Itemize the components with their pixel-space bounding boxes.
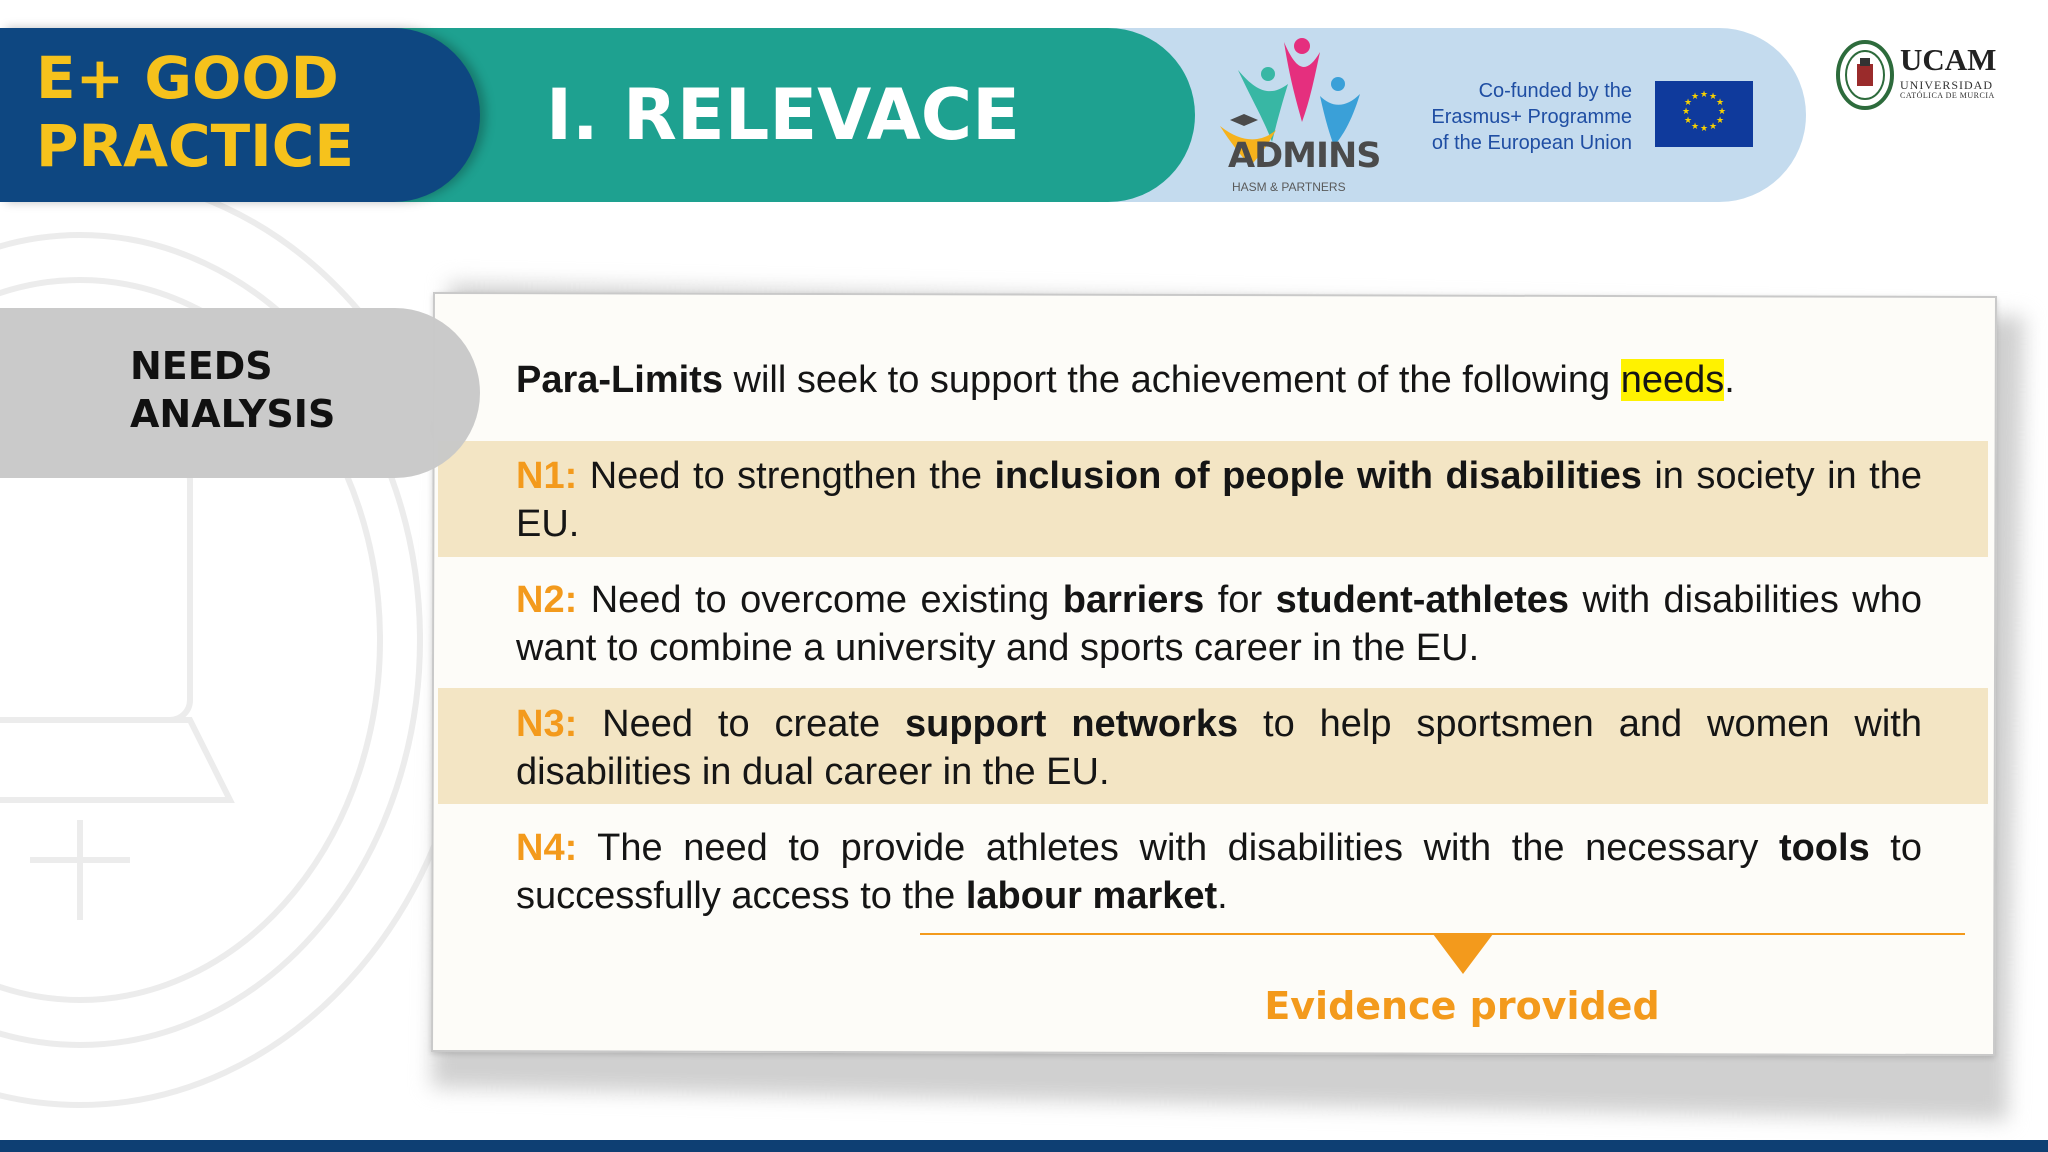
need-text: Need to strengthen the (577, 455, 995, 497)
project-name: Para-Limits (516, 359, 723, 401)
need-item-n1 (516, 452, 1922, 548)
need-emphasis: tools (1778, 827, 1870, 869)
need-text: The need to provide athletes with disabilities with the necessary (577, 827, 1779, 869)
need-emphasis: labour market (965, 875, 1218, 917)
content-card (431, 292, 1997, 1056)
brand-title-line1: E+ GOOD (36, 44, 339, 112)
brand-title-line2: PRACTICE (36, 112, 354, 180)
ucam-crest-icon (1836, 40, 1894, 110)
intro-end: . (1724, 359, 1735, 401)
svg-text:★: ★ (1690, 92, 1700, 102)
need-text: Need to overcome existing (577, 579, 1063, 621)
svg-text:★: ★ (1683, 116, 1693, 126)
need-label: N1: (516, 455, 578, 497)
needs-label-line1: NEEDS (130, 344, 273, 388)
intro-body: will seek to support the achievement of the following (722, 359, 1621, 401)
need-item-n2 (516, 576, 1922, 672)
need-label: N3: (516, 703, 578, 745)
svg-text:★: ★ (1683, 98, 1693, 108)
svg-text:★: ★ (1717, 107, 1727, 117)
footer-bar (0, 1140, 2048, 1152)
need-label: N4: (516, 827, 578, 869)
svg-text:★: ★ (1715, 116, 1725, 126)
evidence-provided-label: Evidence provided (1264, 984, 1660, 1028)
need-text: in society in the EU. (516, 455, 1922, 545)
svg-text:★: ★ (1699, 90, 1709, 100)
svg-text:★: ★ (1715, 98, 1725, 108)
ucam-name: UCAM (1900, 42, 1997, 77)
eu-flag-icon (1655, 81, 1753, 147)
need-text: with disabilities who want to combine a university and sports career in the EU. (516, 579, 1923, 669)
need-text: Need to create (577, 703, 905, 745)
brand-title (36, 44, 354, 180)
need-item-n3 (516, 700, 1922, 796)
ucam-seal-watermark (0, 160, 490, 1120)
ucam-subtitle-1: UNIVERSIDAD (1900, 78, 1993, 92)
cofunded-line3: of the European Union (1431, 132, 1632, 154)
cofunded-line2: Erasmus+ Programme (1431, 106, 1632, 128)
need-item-n4 (516, 824, 1922, 920)
needs-label-line2: ANALYSIS (130, 392, 336, 436)
need-text: to help sportsmen and women with disabilities in dual career in the EU. (516, 703, 1922, 793)
intro-text (516, 356, 1922, 404)
ucam-subtitle-2: CATÓLICA DE MURCIA (1900, 91, 1995, 100)
arrow-down-icon (1433, 934, 1493, 974)
svg-text:★: ★ (1681, 107, 1691, 117)
cofunded-line1: Co-funded by the (1478, 80, 1632, 102)
svg-text:★: ★ (1690, 122, 1700, 132)
admins-subtitle: HASM & PARTNERS (1232, 180, 1346, 194)
svg-text:★: ★ (1699, 124, 1709, 134)
admins-name: ADMINS (1228, 136, 1381, 176)
highlighted-word: needs (1620, 359, 1725, 401)
need-emphasis: support networks (905, 703, 1239, 745)
cofunded-text (1400, 78, 1632, 156)
need-text: . (1217, 875, 1228, 917)
needs-analysis-label (130, 342, 335, 438)
need-emphasis: student-athletes (1275, 579, 1570, 621)
svg-text:★: ★ (1708, 92, 1718, 102)
section-title: I. RELEVACE (546, 74, 1020, 156)
need-emphasis: inclusion of people with disabilities (994, 455, 1642, 497)
svg-text:★: ★ (1708, 122, 1718, 132)
need-emphasis: barriers (1062, 579, 1205, 621)
need-label: N2: (516, 579, 578, 621)
need-text: to successfully access to the (516, 827, 1922, 917)
need-text: for (1204, 579, 1276, 621)
